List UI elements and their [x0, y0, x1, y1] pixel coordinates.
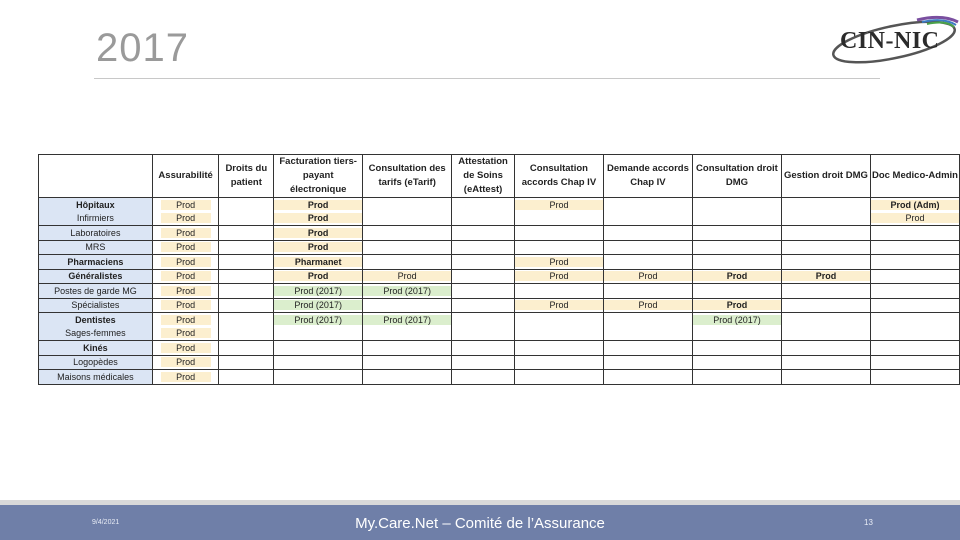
table-cell — [274, 284, 363, 299]
table-cell — [870, 284, 959, 299]
header-cell: Gestion droit DMG — [781, 155, 870, 198]
cell-value: Prod — [515, 257, 603, 267]
table-cell — [152, 269, 219, 284]
table-cell — [274, 298, 363, 313]
table-cell — [452, 212, 515, 226]
table-cell — [452, 226, 515, 241]
table-row — [39, 240, 960, 255]
cell-value: Prod — [161, 257, 211, 267]
page-number: 13 — [864, 518, 873, 527]
row-label-cell: Hôpitaux — [39, 198, 153, 212]
table-cell — [452, 298, 515, 313]
table-cell — [152, 327, 219, 341]
table-cell — [452, 341, 515, 356]
table-cell — [152, 240, 219, 255]
table-cell — [152, 370, 219, 385]
table-cell — [363, 370, 452, 385]
header-cell: Demande accords Chap IV — [603, 155, 692, 198]
header-cell: Consultation droit DMG — [692, 155, 781, 198]
row-label-cell: Kinés — [39, 341, 153, 356]
cell-value: Prod — [161, 357, 211, 367]
cell-value: Prod (2017) — [363, 286, 451, 296]
table-cell — [870, 370, 959, 385]
row-label-cell: Généralistes — [39, 269, 153, 284]
table-cell — [692, 327, 781, 341]
cell-value: Prod — [161, 315, 211, 325]
table-cell — [274, 269, 363, 284]
table-cell — [603, 313, 692, 327]
table-cell — [514, 327, 603, 341]
table-cell — [363, 284, 452, 299]
table-cell — [274, 198, 363, 212]
header-cell: Doc Medico-Admin — [870, 155, 959, 198]
table-cell — [603, 198, 692, 212]
cell-value: Prod (2017) — [274, 286, 362, 296]
table-cell — [274, 313, 363, 327]
table-cell — [363, 212, 452, 226]
table-cell — [514, 255, 603, 270]
table-cell — [152, 255, 219, 270]
table-cell — [870, 298, 959, 313]
table-cell — [363, 226, 452, 241]
cell-value: Prod — [161, 328, 211, 338]
table-cell — [452, 327, 515, 341]
table-cell — [870, 198, 959, 212]
table-cell — [692, 240, 781, 255]
row-label-cell: Infirmiers — [39, 212, 153, 226]
table-cell — [219, 240, 274, 255]
table-cell — [781, 355, 870, 370]
table-cell — [603, 370, 692, 385]
table-cell — [781, 298, 870, 313]
table-row — [39, 255, 960, 270]
table-cell — [692, 198, 781, 212]
table-cell — [781, 255, 870, 270]
table-row — [39, 284, 960, 299]
table-cell — [781, 198, 870, 212]
table-row — [39, 298, 960, 313]
cell-value: Prod — [515, 300, 603, 310]
table-cell — [152, 341, 219, 356]
table-cell — [781, 240, 870, 255]
table-cell — [452, 355, 515, 370]
header-cell: Consultation des tarifs (eTarif) — [363, 155, 452, 198]
table-cell — [363, 298, 452, 313]
cell-value: Prod — [515, 271, 603, 281]
table-cell — [274, 370, 363, 385]
table-cell — [219, 341, 274, 356]
row-label-cell: Sages-femmes — [39, 327, 153, 341]
row-label-cell: MRS — [39, 240, 153, 255]
table-cell — [692, 226, 781, 241]
cell-value: Prod — [693, 271, 781, 281]
table-cell — [452, 255, 515, 270]
table-cell — [781, 269, 870, 284]
table-cell — [514, 269, 603, 284]
table-cell — [603, 355, 692, 370]
table-cell — [603, 298, 692, 313]
row-label-cell: Laboratoires — [39, 226, 153, 241]
table-cell — [219, 284, 274, 299]
row-label-cell: Logopèdes — [39, 355, 153, 370]
table-cell — [219, 327, 274, 341]
slide-footer — [0, 505, 960, 540]
table-row — [39, 226, 960, 241]
table-cell — [514, 355, 603, 370]
cell-value: Prod — [782, 271, 870, 281]
row-label-cell: Pharmaciens — [39, 255, 153, 270]
table-cell — [781, 370, 870, 385]
cell-value: Prod — [274, 200, 362, 210]
table-cell — [514, 313, 603, 327]
header-cell: Assurabilité — [152, 155, 219, 198]
table-cell — [781, 226, 870, 241]
table-cell — [152, 212, 219, 226]
table-cell — [603, 269, 692, 284]
cell-value: Prod — [161, 286, 211, 296]
cell-value: Prod (2017) — [363, 315, 451, 325]
table-cell — [514, 198, 603, 212]
cell-value: Prod (2017) — [274, 315, 362, 325]
table-cell — [452, 313, 515, 327]
table-cell — [692, 212, 781, 226]
table-cell — [452, 269, 515, 284]
table-cell — [514, 240, 603, 255]
table-cell — [274, 240, 363, 255]
table-cell — [781, 327, 870, 341]
table-row — [39, 327, 960, 341]
table-cell — [219, 313, 274, 327]
cell-value: Pharmanet — [274, 257, 362, 267]
table-cell — [514, 370, 603, 385]
table-cell — [514, 226, 603, 241]
table-cell — [603, 212, 692, 226]
table-body — [39, 198, 960, 385]
table-cell — [692, 355, 781, 370]
table-row — [39, 313, 960, 327]
cell-value: Prod — [161, 372, 211, 382]
cell-value: Prod — [604, 271, 692, 281]
header-cell — [39, 155, 153, 198]
table-cell — [781, 284, 870, 299]
table-cell — [692, 313, 781, 327]
table-cell — [692, 298, 781, 313]
table-cell — [363, 269, 452, 284]
table-row — [39, 212, 960, 226]
cell-value: Prod — [604, 300, 692, 310]
cell-value: Prod — [515, 200, 603, 210]
table-cell — [781, 341, 870, 356]
slide-title: 2017 — [96, 26, 189, 70]
table-cell — [603, 284, 692, 299]
title-divider — [94, 78, 880, 79]
footer-title: My.Care.Net – Comité de l’Assurance — [355, 515, 605, 532]
table-cell — [870, 341, 959, 356]
table-cell — [363, 255, 452, 270]
cell-value: Prod (2017) — [693, 315, 781, 325]
table-cell — [274, 255, 363, 270]
table-cell — [152, 313, 219, 327]
table-cell — [274, 341, 363, 356]
header-cell: Consultation accords Chap IV — [514, 155, 603, 198]
table-cell — [870, 226, 959, 241]
header-cell: Attestation de Soins (eAttest) — [452, 155, 515, 198]
cell-value: Prod — [274, 228, 362, 238]
table-cell — [692, 341, 781, 356]
table-cell — [363, 313, 452, 327]
table-header-row — [39, 155, 960, 198]
row-label-cell: Dentistes — [39, 313, 153, 327]
table-cell — [514, 341, 603, 356]
table-cell — [781, 212, 870, 226]
table-cell — [274, 327, 363, 341]
table-cell — [152, 226, 219, 241]
table-cell — [692, 255, 781, 270]
table-cell — [781, 313, 870, 327]
table-cell — [870, 313, 959, 327]
cell-value: Prod — [274, 242, 362, 252]
cell-value: Prod — [161, 242, 211, 252]
table-cell — [603, 226, 692, 241]
table-cell — [603, 327, 692, 341]
cell-value: Prod — [871, 213, 959, 223]
row-label-cell: Maisons médicales — [39, 370, 153, 385]
table-cell — [152, 284, 219, 299]
table-cell — [363, 341, 452, 356]
cell-value: Prod — [161, 200, 211, 210]
table-cell — [152, 198, 219, 212]
cell-value: Prod — [161, 300, 211, 310]
table-row — [39, 198, 960, 212]
footer-date: 9/4/2021 — [92, 519, 120, 526]
table-cell — [274, 226, 363, 241]
table-cell — [870, 327, 959, 341]
header-cell: Facturation tiers-payant électronique — [274, 155, 363, 198]
cell-value: Prod — [363, 271, 451, 281]
cell-value: Prod — [161, 271, 211, 281]
table-cell — [152, 298, 219, 313]
row-label-cell: Spécialistes — [39, 298, 153, 313]
cell-value: Prod (Adm) — [871, 200, 959, 210]
table-cell — [452, 284, 515, 299]
cell-value: Prod — [161, 343, 211, 353]
table-cell — [363, 355, 452, 370]
table-cell — [870, 355, 959, 370]
table-cell — [274, 355, 363, 370]
table-cell — [219, 370, 274, 385]
table-row — [39, 355, 960, 370]
table-cell — [363, 327, 452, 341]
table-cell — [514, 298, 603, 313]
table-row — [39, 341, 960, 356]
table-cell — [274, 212, 363, 226]
table-cell — [692, 284, 781, 299]
row-label-cell: Postes de garde MG — [39, 284, 153, 299]
table-cell — [603, 341, 692, 356]
table-cell — [870, 269, 959, 284]
table-cell — [219, 269, 274, 284]
table-cell — [452, 370, 515, 385]
table-cell — [692, 370, 781, 385]
table-cell — [152, 355, 219, 370]
cell-value: Prod — [274, 213, 362, 223]
table-cell — [603, 255, 692, 270]
table-cell — [603, 240, 692, 255]
table-cell — [219, 198, 274, 212]
header-cell: Droits du patient — [219, 155, 274, 198]
table-cell — [219, 355, 274, 370]
table-row — [39, 269, 960, 284]
cell-value: Prod (2017) — [274, 300, 362, 310]
table-cell — [452, 198, 515, 212]
table-row — [39, 370, 960, 385]
table-cell — [870, 212, 959, 226]
table-cell — [363, 240, 452, 255]
table-cell — [363, 198, 452, 212]
table-cell — [692, 269, 781, 284]
cell-value: Prod — [693, 300, 781, 310]
services-table — [38, 154, 960, 385]
logo-text: CIN-NIC — [840, 28, 940, 54]
cell-value: Prod — [274, 271, 362, 281]
cell-value: Prod — [161, 213, 211, 223]
cin-nic-logo — [822, 12, 960, 68]
table-cell — [514, 284, 603, 299]
table-cell — [219, 255, 274, 270]
table-cell — [219, 226, 274, 241]
table-cell — [870, 255, 959, 270]
table-cell — [514, 212, 603, 226]
table-cell — [452, 240, 515, 255]
table-cell — [219, 298, 274, 313]
table-cell — [870, 240, 959, 255]
cell-value: Prod — [161, 228, 211, 238]
table-cell — [219, 212, 274, 226]
